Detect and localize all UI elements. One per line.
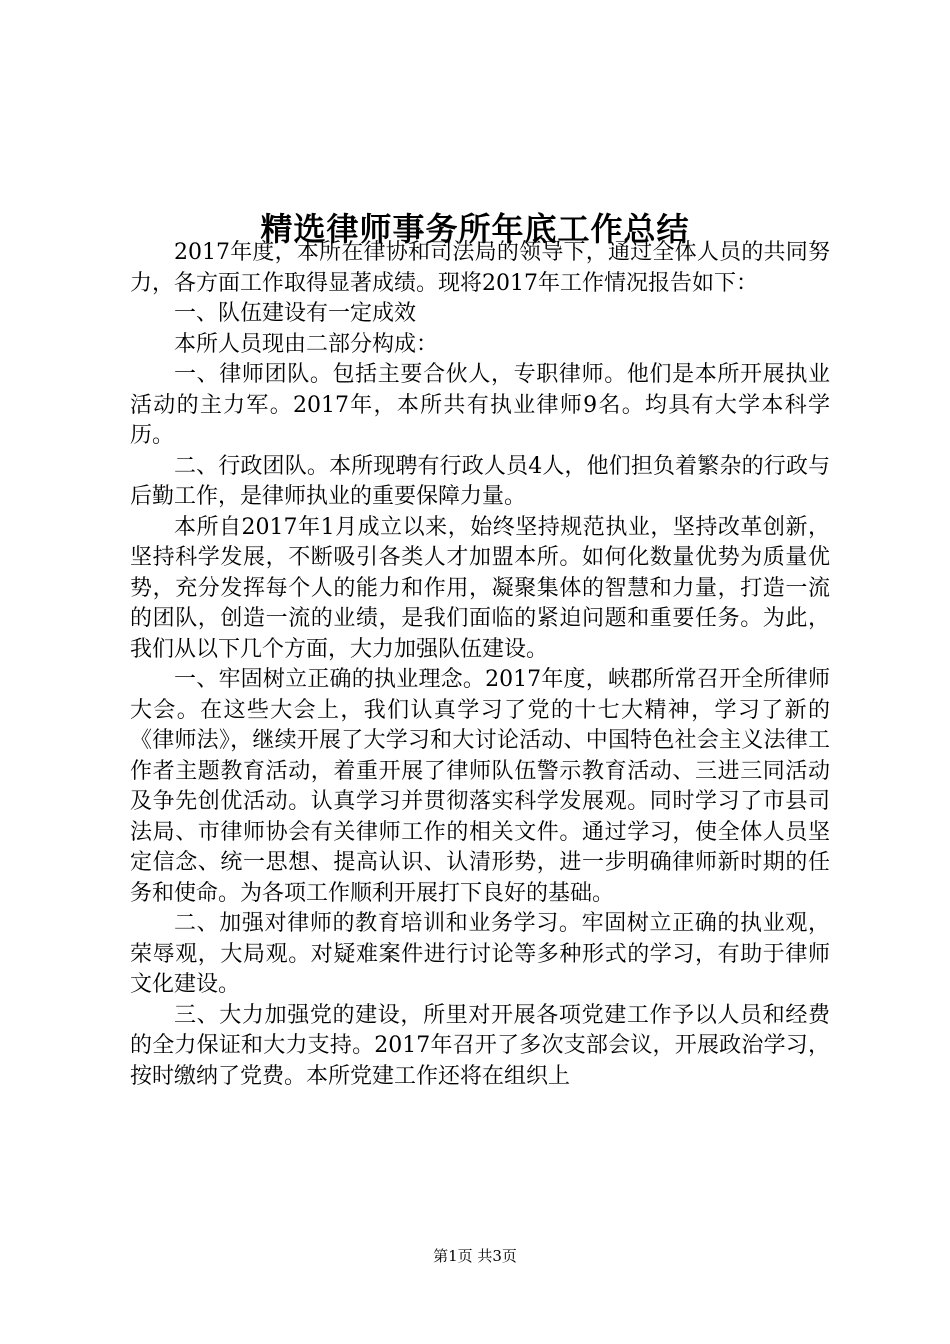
- paragraph-history: 本所自2017年1月成立以来，始终坚持规范执业，坚持改革创新，坚持科学发展，不断吸引各类人才加盟本所。如何化数量优势为质量优势，充分发挥每个人的能力和作用，凝聚集体的智慧和力量，打造一流的团队，创造一流的业绩，是我们面临的紧迫问题和重要任务。为此，我们从以下几个方面，大力加强队伍建设。: [130, 514, 830, 662]
- page-footer: 第1页 共3页: [433, 1247, 517, 1265]
- paragraph-admin-team: 二、行政团队。本所现聘有行政人员4人，他们担负着繁杂的行政与后勤工作，是律师执业的重要保障力量。: [130, 453, 830, 509]
- paragraph-training: 二、加强对律师的教育培训和业务学习。牢固树立正确的执业观，荣辱观，大局观。对疑难案件进行讨论等多种形式的学习，有助于律师文化建设。: [130, 911, 830, 997]
- paragraph-practice-concept: 一、牢固树立正确的执业理念。2017年度，峡郡所常召开全所律师大会。在这些大会上，我们认真学习了党的十七大精神，学习了新的《律师法》，继续开展了大学习和大讨论活动、中国特色社会主义法律工作者主题教育活动，着重开展了律师队伍警示教育活动、三进三同活动及争先创优活动。认真学习并贯彻落实科学发展观。同时学习了市县司法局、市律师协会有关律师工作的相关文件。通过学习，使全体人员坚定信念、统一思想、提高认识、认清形势，进一步明确律师新时期的任务和使命。为各项工作顺利开展打下良好的基础。: [130, 667, 830, 906]
- section-heading-team: 一、队伍建设有一定成效: [174, 301, 417, 326]
- document-body: [130, 238, 830, 1092]
- paragraph-composition: 本所人员现由二部分构成：: [174, 331, 439, 357]
- document-title: 精选律师事务所年底工作总结: [260, 210, 690, 249]
- paragraph-party-building: 三、大力加强党的建设，所里对开展各项党建工作予以人员和经费的全力保证和大力支持。2017年召开了多次支部会议，开展政治学习，按时缴纳了党费。本所党建工作还将在组织上: [130, 1002, 830, 1089]
- paragraph-intro: 2017年度，本所在律协和司法局的领导下，通过全体人员的共同努力，各方面工作取得显著成绩。现将2017年工作情况报告如下：: [130, 240, 830, 296]
- paragraph-lawyer-team: 一、律师团队。包括主要合伙人，专职律师。他们是本所开展执业活动的主力军。2017年，本所共有执业律师9名。均具有大学本科学历。: [130, 362, 830, 448]
